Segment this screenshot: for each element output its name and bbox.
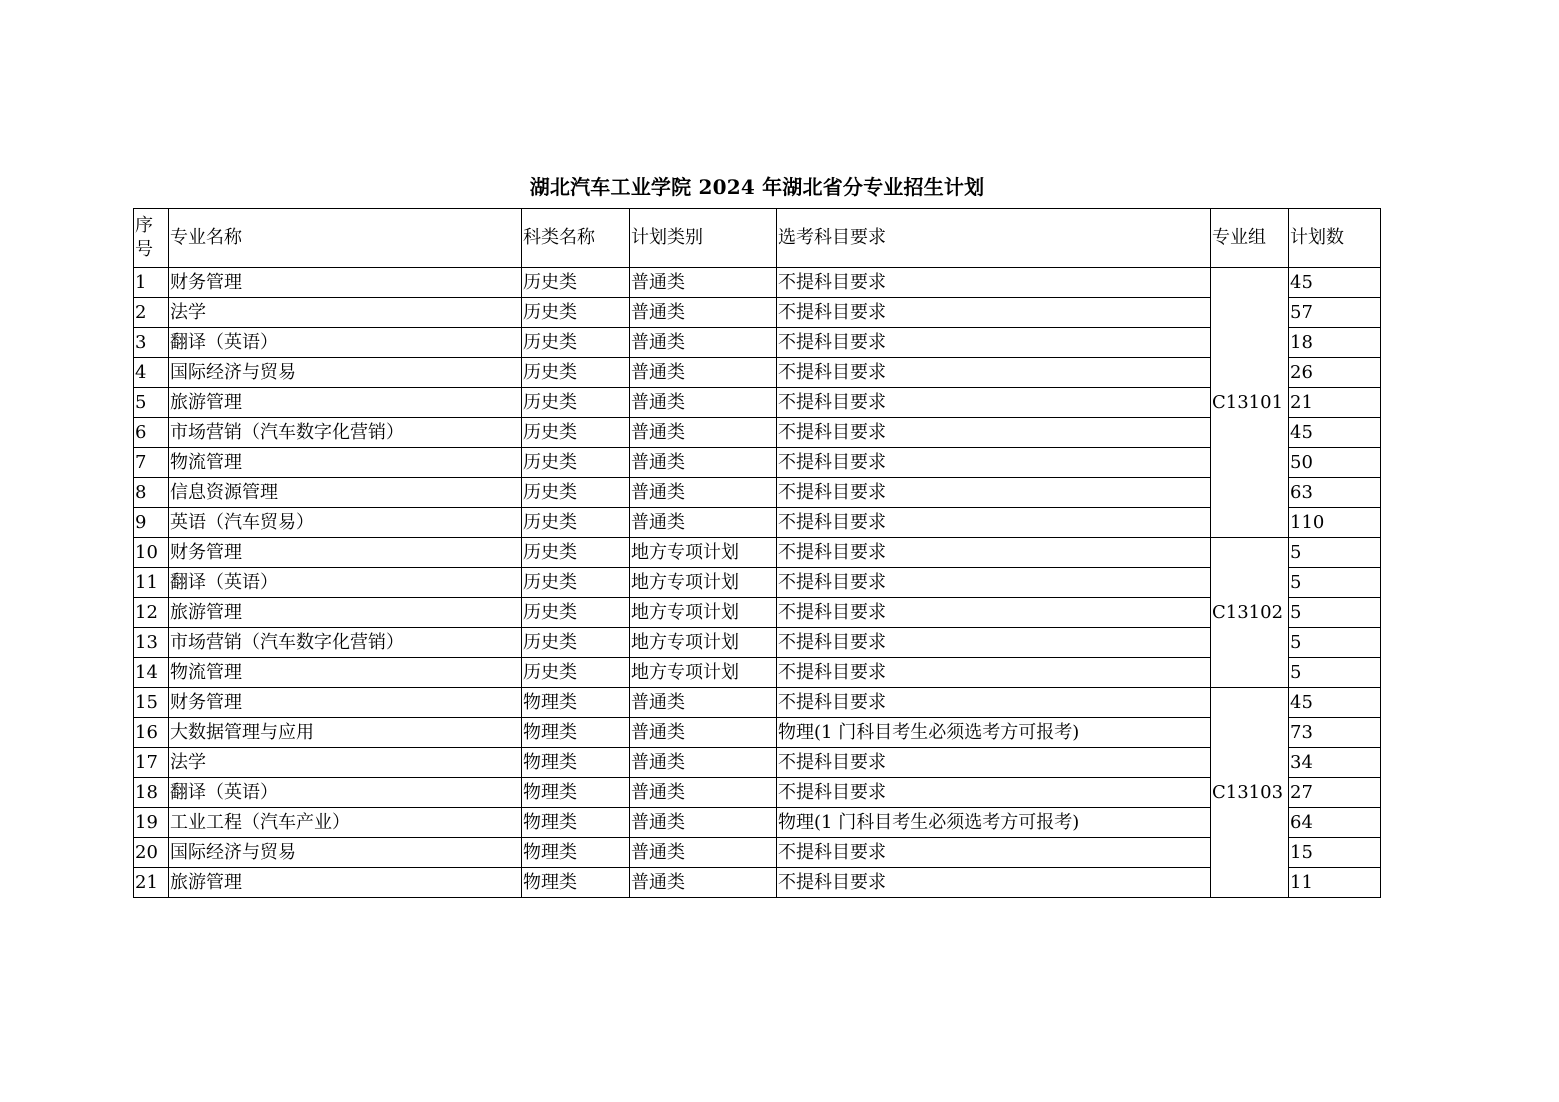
cell-plan-type: 地方专项计划 (630, 628, 777, 658)
cell-plan-count: 110 (1289, 508, 1381, 538)
table-row (134, 268, 1381, 298)
table-row (134, 748, 1381, 778)
table-header-row (134, 209, 1381, 268)
table-row (134, 808, 1381, 838)
cell-index: 2 (134, 298, 169, 328)
cell-index: 5 (134, 388, 169, 418)
cell-index: 11 (134, 568, 169, 598)
cell-subject-category: 物理类 (522, 838, 630, 868)
cell-index: 15 (134, 688, 169, 718)
cell-major: 国际经济与贸易 (169, 358, 522, 388)
table-row (134, 868, 1381, 898)
cell-plan-type: 普通类 (630, 808, 777, 838)
cell-subject-category: 历史类 (522, 628, 630, 658)
cell-plan-count: 5 (1289, 568, 1381, 598)
cell-plan-count: 27 (1289, 778, 1381, 808)
cell-plan-type: 普通类 (630, 868, 777, 898)
cell-plan-type: 普通类 (630, 718, 777, 748)
cell-plan-count: 45 (1289, 688, 1381, 718)
table-row (134, 658, 1381, 688)
cell-subject-category: 物理类 (522, 748, 630, 778)
header-major: 专业名称 (169, 209, 522, 268)
cell-major: 英语（汽车贸易） (169, 508, 522, 538)
cell-plan-type: 普通类 (630, 358, 777, 388)
cell-plan-count: 64 (1289, 808, 1381, 838)
cell-major: 旅游管理 (169, 388, 522, 418)
cell-major: 财务管理 (169, 268, 522, 298)
header-subject-requirement: 选考科目要求 (777, 209, 1211, 268)
cell-subject-requirement: 不提科目要求 (777, 568, 1211, 598)
cell-plan-count: 5 (1289, 538, 1381, 568)
table-row (134, 628, 1381, 658)
table-row (134, 388, 1381, 418)
table-row (134, 328, 1381, 358)
cell-major: 翻译（英语） (169, 328, 522, 358)
cell-subject-requirement: 不提科目要求 (777, 298, 1211, 328)
cell-subject-requirement: 不提科目要求 (777, 418, 1211, 448)
cell-subject-requirement: 不提科目要求 (777, 868, 1211, 898)
cell-plan-type: 普通类 (630, 328, 777, 358)
cell-subject-category: 物理类 (522, 778, 630, 808)
cell-index: 7 (134, 448, 169, 478)
cell-subject-requirement: 不提科目要求 (777, 628, 1211, 658)
table-row (134, 418, 1381, 448)
cell-subject-category: 物理类 (522, 718, 630, 748)
cell-major: 物流管理 (169, 448, 522, 478)
cell-subject-category: 历史类 (522, 418, 630, 448)
cell-plan-type: 普通类 (630, 838, 777, 868)
cell-major: 翻译（英语） (169, 778, 522, 808)
cell-subject-category: 物理类 (522, 688, 630, 718)
cell-index: 21 (134, 868, 169, 898)
cell-plan-count: 11 (1289, 868, 1381, 898)
table-row (134, 448, 1381, 478)
table-row (134, 358, 1381, 388)
cell-major: 国际经济与贸易 (169, 838, 522, 868)
cell-subject-requirement: 不提科目要求 (777, 658, 1211, 688)
cell-major: 市场营销（汽车数字化营销） (169, 628, 522, 658)
cell-plan-type: 普通类 (630, 298, 777, 328)
table-row (134, 568, 1381, 598)
cell-subject-requirement: 物理(1 门科目考生必须选考方可报考) (777, 718, 1211, 748)
table-row (134, 838, 1381, 868)
table-body (134, 268, 1381, 898)
cell-subject-category: 历史类 (522, 298, 630, 328)
cell-plan-type: 地方专项计划 (630, 568, 777, 598)
cell-plan-count: 5 (1289, 598, 1381, 628)
cell-subject-requirement: 不提科目要求 (777, 598, 1211, 628)
header-group: 专业组 (1211, 209, 1289, 268)
header-subject-category: 科类名称 (522, 209, 630, 268)
cell-index: 3 (134, 328, 169, 358)
cell-index: 19 (134, 808, 169, 838)
cell-index: 13 (134, 628, 169, 658)
cell-subject-requirement: 不提科目要求 (777, 538, 1211, 568)
cell-subject-category: 历史类 (522, 538, 630, 568)
cell-plan-type: 普通类 (630, 688, 777, 718)
document-title: 湖北汽车工业学院 2024 年湖北省分专业招生计划 (529, 175, 985, 199)
cell-major: 旅游管理 (169, 598, 522, 628)
cell-subject-requirement: 不提科目要求 (777, 268, 1211, 298)
cell-plan-count: 45 (1289, 268, 1381, 298)
table-row (134, 598, 1381, 628)
cell-subject-category: 历史类 (522, 388, 630, 418)
table-row (134, 298, 1381, 328)
cell-major: 财务管理 (169, 688, 522, 718)
cell-subject-category: 历史类 (522, 478, 630, 508)
cell-index: 1 (134, 268, 169, 298)
cell-subject-category: 历史类 (522, 448, 630, 478)
cell-index: 4 (134, 358, 169, 388)
cell-subject-category: 物理类 (522, 808, 630, 838)
cell-group-code: C13101 (1211, 268, 1289, 538)
table-row (134, 538, 1381, 568)
cell-major: 市场营销（汽车数字化营销） (169, 418, 522, 448)
cell-major: 财务管理 (169, 538, 522, 568)
cell-major: 工业工程（汽车产业） (169, 808, 522, 838)
cell-subject-requirement: 不提科目要求 (777, 388, 1211, 418)
cell-plan-type: 地方专项计划 (630, 658, 777, 688)
cell-plan-type: 普通类 (630, 268, 777, 298)
cell-major: 法学 (169, 748, 522, 778)
cell-index: 8 (134, 478, 169, 508)
cell-subject-category: 历史类 (522, 328, 630, 358)
table-row (134, 688, 1381, 718)
cell-index: 9 (134, 508, 169, 538)
cell-subject-requirement: 不提科目要求 (777, 778, 1211, 808)
cell-index: 16 (134, 718, 169, 748)
cell-plan-count: 57 (1289, 298, 1381, 328)
cell-plan-count: 5 (1289, 628, 1381, 658)
cell-index: 14 (134, 658, 169, 688)
cell-plan-type: 普通类 (630, 508, 777, 538)
cell-subject-requirement: 不提科目要求 (777, 448, 1211, 478)
cell-subject-requirement: 不提科目要求 (777, 838, 1211, 868)
cell-plan-type: 普通类 (630, 778, 777, 808)
cell-plan-count: 63 (1289, 478, 1381, 508)
cell-subject-category: 历史类 (522, 598, 630, 628)
header-plan-count: 计划数 (1289, 209, 1381, 268)
cell-major: 翻译（英语） (169, 568, 522, 598)
cell-index: 12 (134, 598, 169, 628)
cell-major: 法学 (169, 298, 522, 328)
table-row (134, 478, 1381, 508)
cell-index: 17 (134, 748, 169, 778)
cell-subject-category: 历史类 (522, 358, 630, 388)
header-plan-type: 计划类别 (630, 209, 777, 268)
cell-major: 旅游管理 (169, 868, 522, 898)
enrollment-plan-table (133, 208, 1381, 898)
cell-plan-count: 26 (1289, 358, 1381, 388)
cell-major: 大数据管理与应用 (169, 718, 522, 748)
cell-plan-type: 普通类 (630, 748, 777, 778)
cell-subject-requirement: 物理(1 门科目考生必须选考方可报考) (777, 808, 1211, 838)
cell-subject-category: 历史类 (522, 658, 630, 688)
cell-index: 10 (134, 538, 169, 568)
cell-plan-type: 地方专项计划 (630, 598, 777, 628)
cell-group-code: C13103 (1211, 688, 1289, 898)
table-row (134, 718, 1381, 748)
cell-plan-count: 34 (1289, 748, 1381, 778)
cell-plan-type: 普通类 (630, 448, 777, 478)
cell-index: 20 (134, 838, 169, 868)
cell-plan-count: 50 (1289, 448, 1381, 478)
cell-plan-count: 21 (1289, 388, 1381, 418)
header-index: 序号 (134, 209, 169, 268)
cell-plan-type: 地方专项计划 (630, 538, 777, 568)
cell-plan-type: 普通类 (630, 478, 777, 508)
cell-subject-requirement: 不提科目要求 (777, 328, 1211, 358)
cell-plan-count: 73 (1289, 718, 1381, 748)
cell-subject-requirement: 不提科目要求 (777, 478, 1211, 508)
cell-subject-category: 物理类 (522, 868, 630, 898)
cell-subject-requirement: 不提科目要求 (777, 508, 1211, 538)
cell-plan-count: 5 (1289, 658, 1381, 688)
cell-subject-category: 历史类 (522, 268, 630, 298)
cell-subject-category: 历史类 (522, 568, 630, 598)
cell-plan-count: 45 (1289, 418, 1381, 448)
cell-subject-requirement: 不提科目要求 (777, 358, 1211, 388)
cell-major: 物流管理 (169, 658, 522, 688)
cell-group-code: C13102 (1211, 538, 1289, 688)
table-row (134, 778, 1381, 808)
cell-plan-type: 普通类 (630, 418, 777, 448)
cell-plan-count: 18 (1289, 328, 1381, 358)
cell-subject-category: 历史类 (522, 508, 630, 538)
cell-index: 6 (134, 418, 169, 448)
table-row (134, 508, 1381, 538)
cell-plan-count: 15 (1289, 838, 1381, 868)
cell-major: 信息资源管理 (169, 478, 522, 508)
cell-index: 18 (134, 778, 169, 808)
cell-subject-requirement: 不提科目要求 (777, 748, 1211, 778)
cell-plan-type: 普通类 (630, 388, 777, 418)
cell-subject-requirement: 不提科目要求 (777, 688, 1211, 718)
